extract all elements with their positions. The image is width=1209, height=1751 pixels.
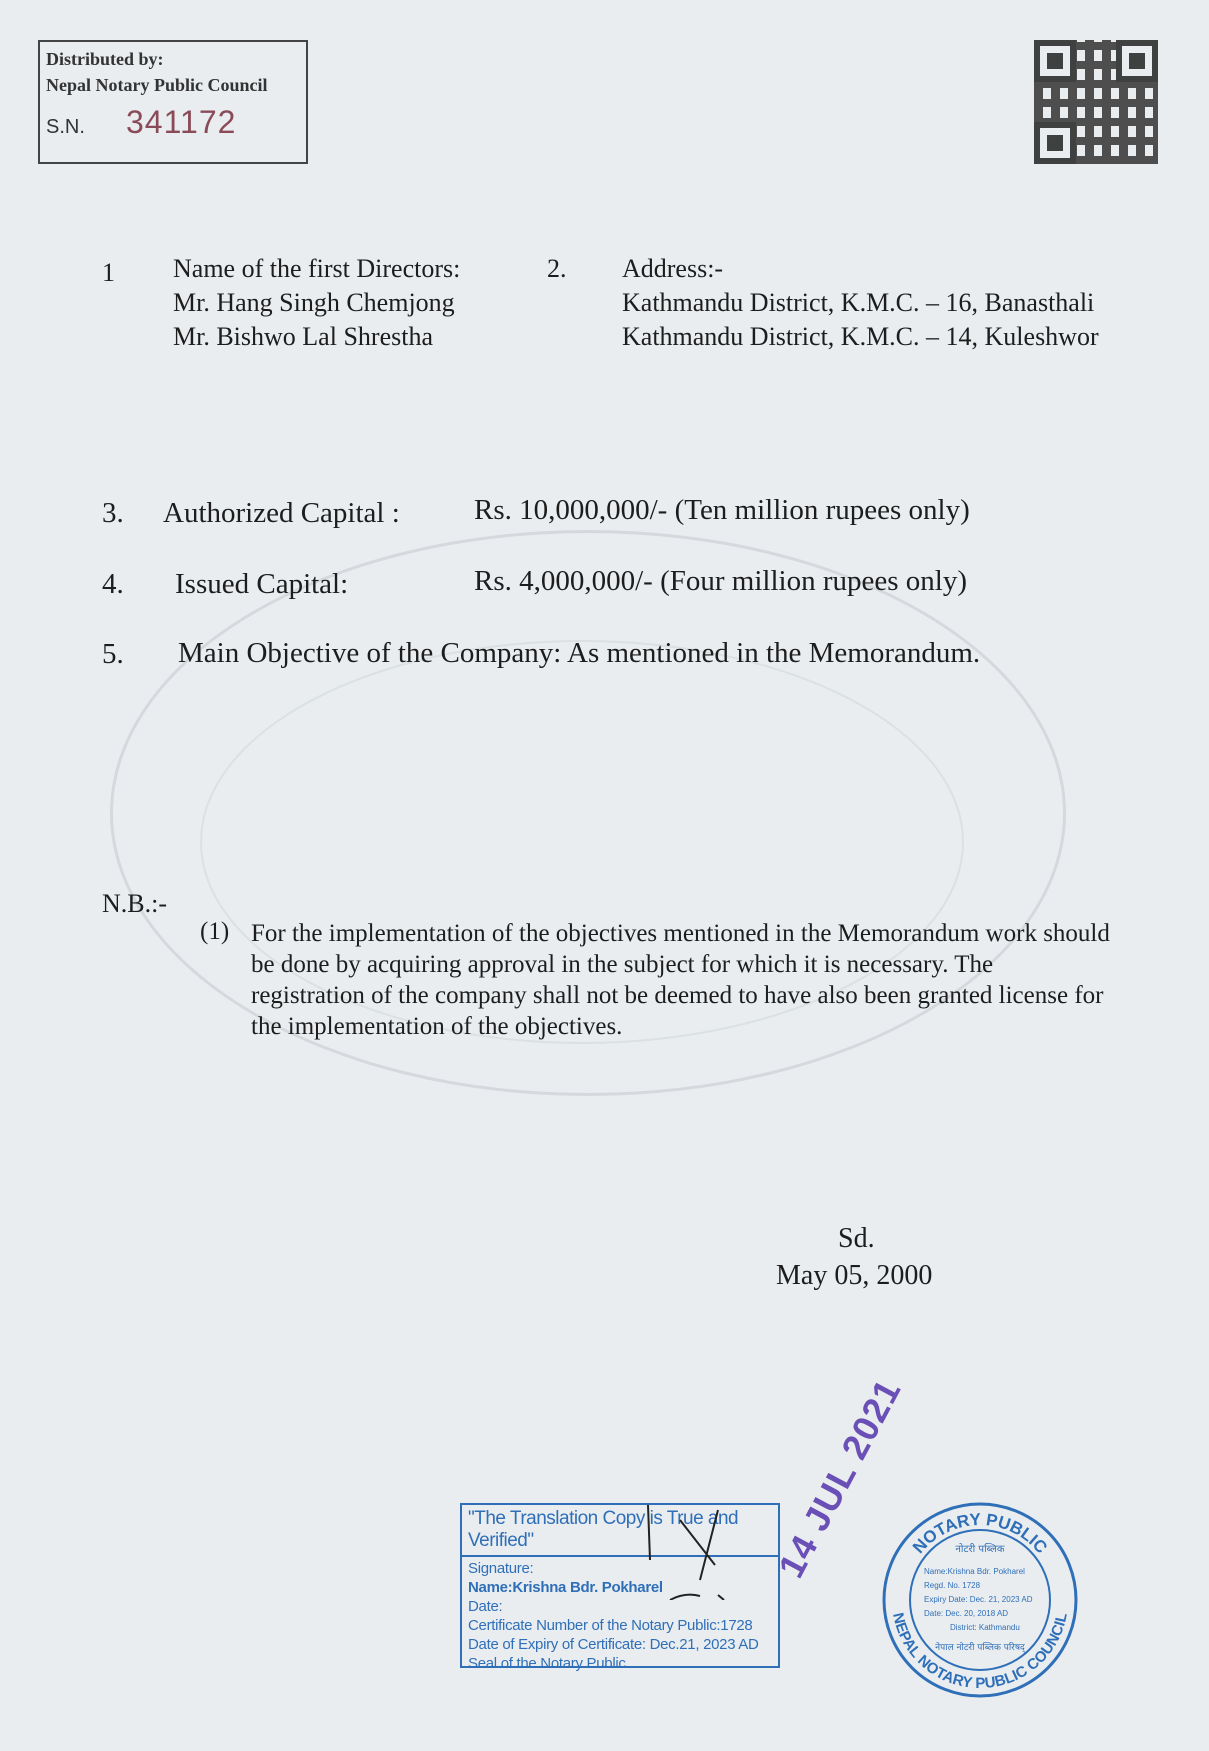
signed-date: May 05, 2000 xyxy=(776,1260,933,1291)
director-2: Mr. Bishwo Lal Shrestha xyxy=(173,322,433,351)
director-1: Mr. Hang Singh Chemjong xyxy=(173,288,455,317)
seal-line-2: Regd. No. 1728 xyxy=(924,1581,981,1590)
distributor-line1: Distributed by: xyxy=(46,49,164,69)
seal-top-text: NOTARY PUBLIC xyxy=(909,1509,1051,1558)
nb-item-text: For the implementation of the objectives mentioned in the Memorandum work should be done by acquiring approval in the subject for which it is necessary. The registration of the company shall not be deemed to have also been granted license for the implementation of the objectives. xyxy=(251,920,1110,1040)
stamp-cert-number: Certificate Number of the Notary Public:1728 xyxy=(468,1617,753,1634)
address-label: Address:- xyxy=(622,254,724,283)
stamp-title: "The Translation Copy is True and Verified" xyxy=(462,1505,778,1557)
address-2: Kathmandu District, K.M.C. – 14, Kuleshwor xyxy=(622,322,1099,351)
stamp-date: Date: xyxy=(468,1598,503,1615)
distributor-line2: Nepal Notary Public Council xyxy=(46,75,268,95)
sn-value: 341172 xyxy=(126,104,237,140)
notary-seal-icon xyxy=(880,1500,1080,1700)
main-objective: Main Objective of the Company: As mentioned in the Memorandum. xyxy=(178,637,981,669)
address-1: Kathmandu District, K.M.C. – 16, Banasthali xyxy=(622,288,1095,317)
seal-devanagari-top: नोटरी पब्लिक xyxy=(955,1544,1005,1555)
authorized-capital-value: Rs. 10,000,000/- (Ten million rupees only) xyxy=(474,494,970,526)
nb-item-number: (1) xyxy=(200,918,230,945)
authorized-capital-label: Authorized Capital : xyxy=(163,497,400,529)
serial-number xyxy=(46,104,300,141)
seal-line-3: Expiry Date: Dec. 21, 2023 AD xyxy=(924,1595,1033,1604)
directors-label: Name of the first Directors: xyxy=(173,254,461,283)
seal-line-1: Name:Krishna Bdr. Pokharel xyxy=(924,1567,1025,1576)
seal-line-5: District: Kathmandu xyxy=(950,1623,1020,1632)
item-number-1: 1 xyxy=(102,258,115,287)
stamp-name: Name:Krishna Bdr. Pokharel xyxy=(468,1579,663,1596)
item-number-4: 4. xyxy=(102,568,124,600)
item-number-3: 3. xyxy=(102,497,124,529)
stamp-expiry: Date of Expiry of Certificate: Dec.21, 2023 AD xyxy=(468,1636,759,1653)
item-number-2: 2. xyxy=(547,254,567,283)
seal-line-4: Date: Dec. 20, 2018 AD xyxy=(924,1609,1009,1618)
sn-label: S.N. xyxy=(46,116,85,138)
stamp-seal: Seal of the Notary Public xyxy=(468,1655,626,1672)
qr-code-icon xyxy=(1034,40,1158,164)
issued-capital-label: Issued Capital: xyxy=(175,568,349,600)
issued-capital-value: Rs. 4,000,000/- (Four million rupees only) xyxy=(474,565,967,597)
seal-ring-text: NEPAL NOTARY PUBLIC COUNCIL xyxy=(889,1611,1071,1693)
nb-label: N.B.:- xyxy=(102,889,167,918)
date-stamp: 14 JUL 2021 xyxy=(770,1372,909,1585)
item-number-5: 5. xyxy=(102,638,124,670)
seal-devanagari-bottom: नेपाल नोटरी पब्लिक परिषद् xyxy=(935,1643,1025,1653)
signed-mark: Sd. xyxy=(838,1223,875,1254)
distributor-box xyxy=(38,40,308,164)
stamp-signature: Signature: xyxy=(468,1560,534,1577)
handwritten-signature xyxy=(640,1500,760,1600)
